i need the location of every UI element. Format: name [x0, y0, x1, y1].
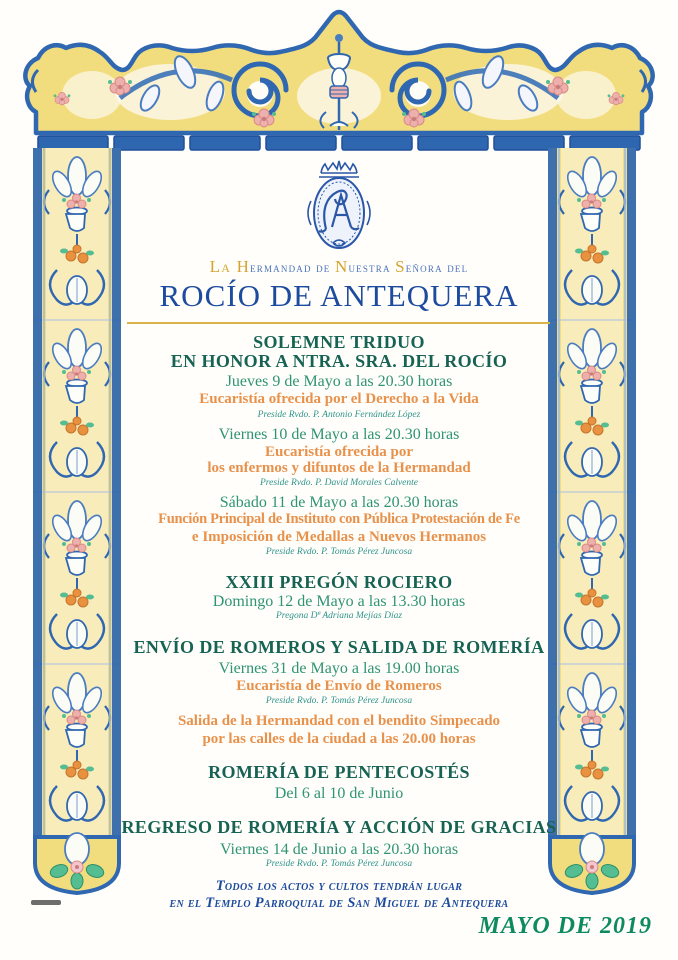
- pregon-speaker: Pregona Dª Adriana Mejías Díaz: [275, 611, 403, 621]
- hermandad-crest-icon: [299, 159, 379, 257]
- romeria-date: Del 6 al 10 de Junio: [274, 785, 404, 802]
- envio-heading: ENVÍO DE ROMEROS Y SALIDA DE ROMERÍA: [133, 637, 545, 657]
- organization-name: [0, 258, 678, 276]
- date-stamp: MAYO DE 2019: [478, 913, 652, 939]
- salida-line2: por las calles de la ciudad a las 20.00 horas: [202, 731, 476, 747]
- triduo-day2-event-line2: los enfermos y difuntos de la Hermandad: [207, 460, 471, 476]
- artist-signature-mark: [31, 900, 61, 905]
- org-segment: S: [395, 257, 406, 276]
- org-segment: ermandad de: [250, 260, 335, 275]
- tile-frieze-top: [25, 12, 652, 150]
- title-divider-rule: [127, 322, 550, 324]
- pregon-date: Domingo 12 de Mayo a las 13.30 horas: [212, 593, 466, 610]
- org-segment: eñora del: [405, 260, 469, 275]
- triduo-heading-line2: EN HONOR A NTRA. SRA. DEL ROCÍO: [170, 351, 508, 371]
- triduo-day3-event-line1: Función Principal de Instituto con Pública Protestación de Fe: [158, 511, 520, 527]
- envio-presider: Preside Rvdo. P. Tomás Pérez Juncosa: [265, 696, 413, 706]
- triduo-day1-presider: Preside Rvdo. P. Antonio Fernández López: [257, 410, 421, 420]
- triduo-day3-presider: Preside Rvdo. P. Tomás Pérez Juncosa: [265, 547, 413, 557]
- org-segment: La: [209, 257, 237, 276]
- regreso-heading: REGRESO DE ROMERÍA Y ACCIÓN DE GRACIAS: [121, 817, 557, 837]
- triduo-day1-event: Eucaristía ofrecida por el Derecho a la Vida: [199, 391, 479, 407]
- footer-venue-line1: Todos los actos y cultos tendrán lugar: [215, 878, 463, 894]
- triduo-day3-date: Sábado 11 de Mayo a las 20.30 horas: [219, 494, 459, 511]
- romeria-heading: ROMERÍA DE PENTECOSTÉS: [208, 762, 470, 782]
- pregon-heading: XXIII PREGÓN ROCIERO: [225, 572, 453, 592]
- triduo-day2-date: Viernes 10 de Mayo a las 20.30 horas: [218, 426, 460, 443]
- org-segment: uestra: [348, 260, 396, 275]
- triduo-day2-event-line1: Eucaristía ofrecida por: [264, 444, 414, 460]
- triduo-day2-presider: Preside Rvdo. P. David Morales Calvente: [259, 478, 419, 488]
- triduo-heading-line1: SOLEMNE TRIDUO: [253, 332, 425, 352]
- envio-event: Eucaristía de Envío de Romeros: [236, 678, 442, 694]
- poster-title: ROCÍO DE ANTEQUERA: [159, 278, 519, 313]
- org-segment: N: [334, 257, 349, 276]
- triduo-day1-date: Jueves 9 de Mayo a las 20.30 horas: [225, 373, 453, 390]
- regreso-date: Viernes 14 de Junio a las 20.30 horas: [219, 841, 459, 858]
- triduo-day3-event-line2: e Imposición de Medallas a Nuevos Hermanos: [191, 529, 487, 545]
- envio-date: Viernes 31 de Mayo a las 19.00 horas: [218, 660, 460, 677]
- org-segment: H: [236, 257, 251, 276]
- footer-venue-line2: en el Templo Parroquial de San Miguel de Antequera: [169, 895, 509, 911]
- regreso-presider: Preside Rvdo. P. Tomás Pérez Juncosa: [265, 859, 413, 869]
- salida-line1: Salida de la Hermandad con el bendito Simpecado: [177, 713, 501, 729]
